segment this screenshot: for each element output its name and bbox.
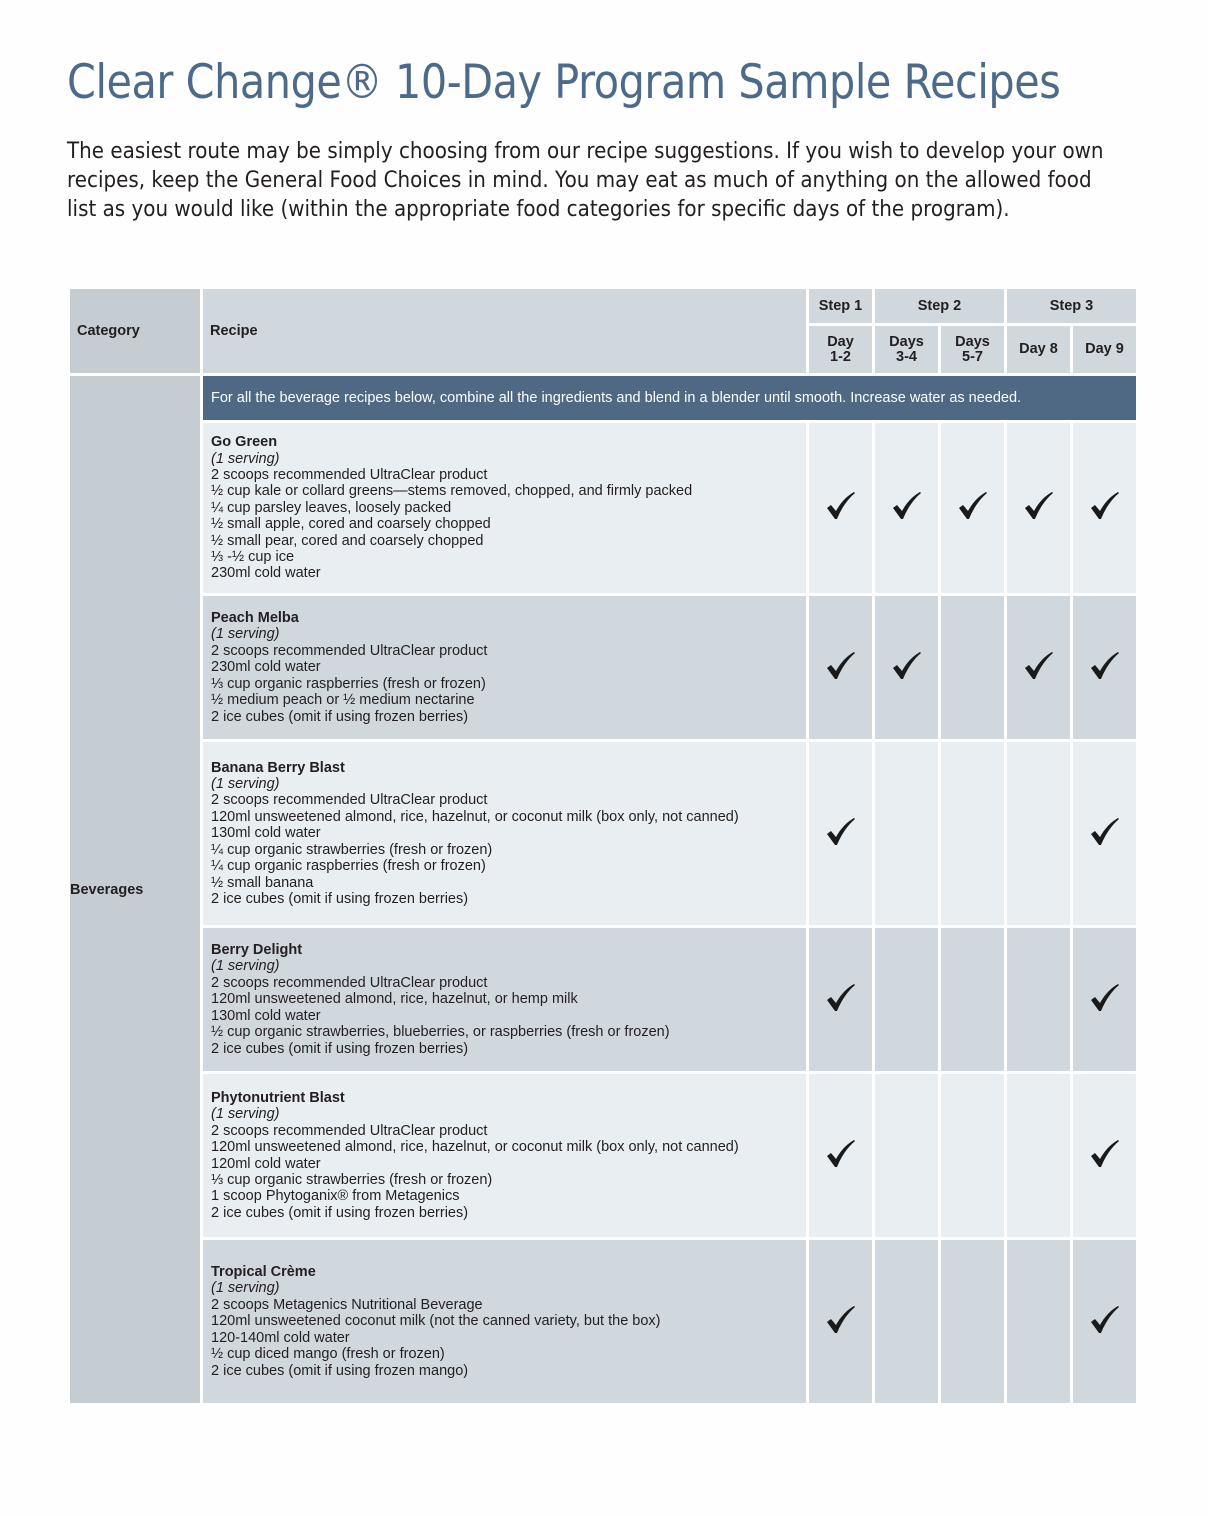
recipe-ingredient: ½ cup organic strawberries, blueberries, or raspberries (fresh or frozen)	[211, 1024, 670, 1041]
recipe-ingredient: 230ml cold water	[211, 659, 321, 676]
check-mark-icon	[1024, 492, 1054, 520]
recipe-ingredient: 2 ice cubes (omit if using frozen berries)	[211, 708, 469, 725]
day-cell-1	[809, 742, 872, 925]
recipe-ingredient: 2 scoops recommended UltraClear product	[211, 466, 488, 483]
check-mark-icon	[826, 652, 856, 680]
header-day-range: 3-4	[896, 348, 917, 365]
day-cell-1	[809, 1240, 872, 1403]
header-step-2: Step 2	[875, 289, 1004, 323]
day-cell-1	[809, 1074, 872, 1237]
day-cell-3	[941, 1074, 1004, 1237]
recipe-row	[70, 1240, 1136, 1403]
day-cell-5	[1073, 596, 1136, 739]
recipe-ingredient: ½ small apple, cored and coarsely chopped	[211, 516, 491, 533]
header-day-label: Day 9	[1085, 341, 1124, 357]
header-day-label: Days	[889, 333, 924, 350]
recipe-ingredient: ¼ cup organic raspberries (fresh or frozen)	[211, 858, 486, 875]
day-cell-2	[875, 928, 938, 1071]
recipe-serving: (1 serving)	[211, 958, 280, 975]
recipe-row	[70, 742, 1136, 925]
recipe-ingredient: ⅓ cup organic strawberries (fresh or frozen)	[211, 1171, 493, 1188]
day-cell-3	[941, 423, 1004, 593]
recipe-ingredient: 1 scoop Phytoganix® from Metagenics	[211, 1188, 460, 1205]
header-recipe: Recipe	[203, 289, 806, 373]
header-day-label: Day	[827, 333, 854, 350]
recipe-serving: (1 serving)	[211, 450, 280, 467]
recipe-ingredient: 2 ice cubes (omit if using frozen berries)	[211, 890, 469, 907]
day-cell-2	[875, 1240, 938, 1403]
day-cell-4	[1007, 423, 1070, 593]
category-beverages: Beverages	[70, 376, 200, 1403]
day-cell-5	[1073, 1240, 1136, 1403]
check-mark-icon	[826, 984, 856, 1012]
header-day-label: Day 8	[1019, 341, 1058, 357]
recipe-name: Phytonutrient Blast	[211, 1089, 345, 1106]
check-mark-icon	[826, 818, 856, 846]
recipe-name: Peach Melba	[211, 610, 299, 627]
page-title: Clear Change® 10-Day Program Sample Recipes	[67, 55, 1061, 110]
check-mark-icon	[1090, 1306, 1120, 1334]
recipe-ingredient: 120ml unsweetened almond, rice, hazelnut, or hemp milk	[211, 991, 578, 1008]
check-mark-icon	[892, 492, 922, 520]
recipe-serving: (1 serving)	[211, 626, 280, 643]
recipe-name: Tropical Crème	[211, 1264, 316, 1281]
recipe-cell	[203, 596, 806, 739]
day-cell-5	[1073, 423, 1136, 593]
day-cell-1	[809, 423, 872, 593]
check-mark-icon	[1090, 652, 1120, 680]
day-cell-3	[941, 1240, 1004, 1403]
day-cell-2	[875, 742, 938, 925]
recipe-ingredient: 120ml unsweetened coconut milk (not the canned variety, but the box)	[211, 1313, 661, 1330]
recipe-ingredient: ½ cup kale or collard greens—stems removed, chopped, and firmly packed	[211, 483, 693, 500]
recipe-cell	[203, 1240, 806, 1403]
day-cell-5	[1073, 928, 1136, 1071]
recipe-ingredient: ½ small banana	[211, 874, 314, 891]
day-cell-1	[809, 928, 872, 1071]
recipe-ingredient: 120-140ml cold water	[211, 1329, 350, 1346]
recipe-ingredient: ½ small pear, cored and coarsely chopped	[211, 532, 484, 549]
check-mark-icon	[1090, 818, 1120, 846]
day-cell-4	[1007, 928, 1070, 1071]
recipe-ingredient: 2 ice cubes (omit if using frozen berries)	[211, 1204, 469, 1221]
recipe-cell	[203, 928, 806, 1071]
recipe-serving: (1 serving)	[211, 1280, 280, 1297]
check-mark-icon	[1090, 984, 1120, 1012]
check-mark-icon	[958, 492, 988, 520]
recipe-cell	[203, 423, 806, 593]
header-category: Category	[70, 289, 200, 373]
header-day-range: 5-7	[962, 348, 983, 365]
recipe-ingredient: 2 scoops recommended UltraClear product	[211, 792, 488, 809]
recipe-ingredient: ⅓ -½ cup ice	[211, 549, 295, 566]
check-mark-icon	[1090, 1140, 1120, 1168]
recipe-ingredient: 2 scoops Metagenics Nutritional Beverage	[211, 1296, 483, 1313]
recipe-ingredient: ½ cup diced mango (fresh or frozen)	[211, 1346, 445, 1363]
header-day-5	[1073, 326, 1136, 373]
check-mark-icon	[1024, 652, 1054, 680]
day-cell-3	[941, 742, 1004, 925]
day-cell-4	[1007, 1074, 1070, 1237]
intro-paragraph: The easiest route may be simply choosing from our recipe suggestions. If you wish to develop your own recipes, keep the General Food Choices in mind. You may eat as much of anything on the allowed food list as you would like (within the appropriate food categories for specific days of the program).	[67, 138, 1104, 222]
day-cell-2	[875, 1074, 938, 1237]
day-cell-5	[1073, 742, 1136, 925]
recipe-name: Go Green	[211, 434, 278, 451]
day-cell-3	[941, 928, 1004, 1071]
recipe-row	[70, 596, 1136, 739]
day-cell-4	[1007, 1240, 1070, 1403]
beverage-instructions-note: For all the beverage recipes below, combine all the ingredients and blend in a blender until smooth. Increase water as needed.	[203, 376, 1136, 420]
recipe-cell	[203, 1074, 806, 1237]
recipe-ingredient: 120ml cold water	[211, 1155, 321, 1172]
header-day-label: Days	[955, 333, 990, 350]
recipe-ingredient: 230ml cold water	[211, 565, 321, 582]
check-mark-icon	[1090, 492, 1120, 520]
check-mark-icon	[892, 652, 922, 680]
recipe-ingredient: ¼ cup parsley leaves, loosely packed	[211, 499, 452, 516]
check-mark-icon	[826, 1140, 856, 1168]
recipe-ingredient: ⅓ cup organic raspberries (fresh or frozen)	[211, 675, 486, 692]
day-cell-2	[875, 423, 938, 593]
recipe-ingredient: 2 scoops recommended UltraClear product	[211, 974, 488, 991]
header-day-3	[941, 326, 1004, 373]
day-cell-2	[875, 596, 938, 739]
day-cell-4	[1007, 742, 1070, 925]
day-cell-1	[809, 596, 872, 739]
recipe-ingredient: 130ml cold water	[211, 825, 321, 842]
recipe-row	[70, 928, 1136, 1071]
recipe-name: Banana Berry Blast	[211, 759, 345, 776]
recipe-ingredient: 120ml unsweetened almond, rice, hazelnut, or coconut milk (box only, not canned)	[211, 808, 739, 825]
recipe-row	[70, 1074, 1136, 1237]
header-step-3: Step 3	[1007, 289, 1136, 323]
header-step-1: Step 1	[809, 289, 872, 323]
day-cell-5	[1073, 1074, 1136, 1237]
check-mark-icon	[826, 1306, 856, 1334]
recipe-row	[70, 423, 1136, 593]
recipe-ingredient: 120ml unsweetened almond, rice, hazelnut, or coconut milk (box only, not canned)	[211, 1139, 739, 1156]
header-day-4	[1007, 326, 1070, 373]
recipe-serving: (1 serving)	[211, 776, 280, 793]
header-day-2	[875, 326, 938, 373]
recipe-ingredient: ½ medium peach or ½ medium nectarine	[211, 692, 475, 709]
recipes-table	[67, 286, 1139, 1406]
recipe-ingredient: ¼ cup organic strawberries (fresh or frozen)	[211, 841, 493, 858]
recipe-ingredient: 2 scoops recommended UltraClear product	[211, 642, 488, 659]
day-cell-3	[941, 596, 1004, 739]
recipe-ingredient: 2 ice cubes (omit if using frozen berries)	[211, 1040, 469, 1057]
day-cell-4	[1007, 596, 1070, 739]
recipe-name: Berry Delight	[211, 942, 303, 959]
recipe-serving: (1 serving)	[211, 1106, 280, 1123]
recipe-ingredient: 2 scoops recommended UltraClear product	[211, 1122, 488, 1139]
header-day-1	[809, 326, 872, 373]
check-mark-icon	[826, 492, 856, 520]
recipe-ingredient: 2 ice cubes (omit if using frozen mango)	[211, 1362, 469, 1379]
recipe-cell	[203, 742, 806, 925]
recipe-ingredient: 130ml cold water	[211, 1007, 321, 1024]
header-day-range: 1-2	[830, 348, 851, 365]
